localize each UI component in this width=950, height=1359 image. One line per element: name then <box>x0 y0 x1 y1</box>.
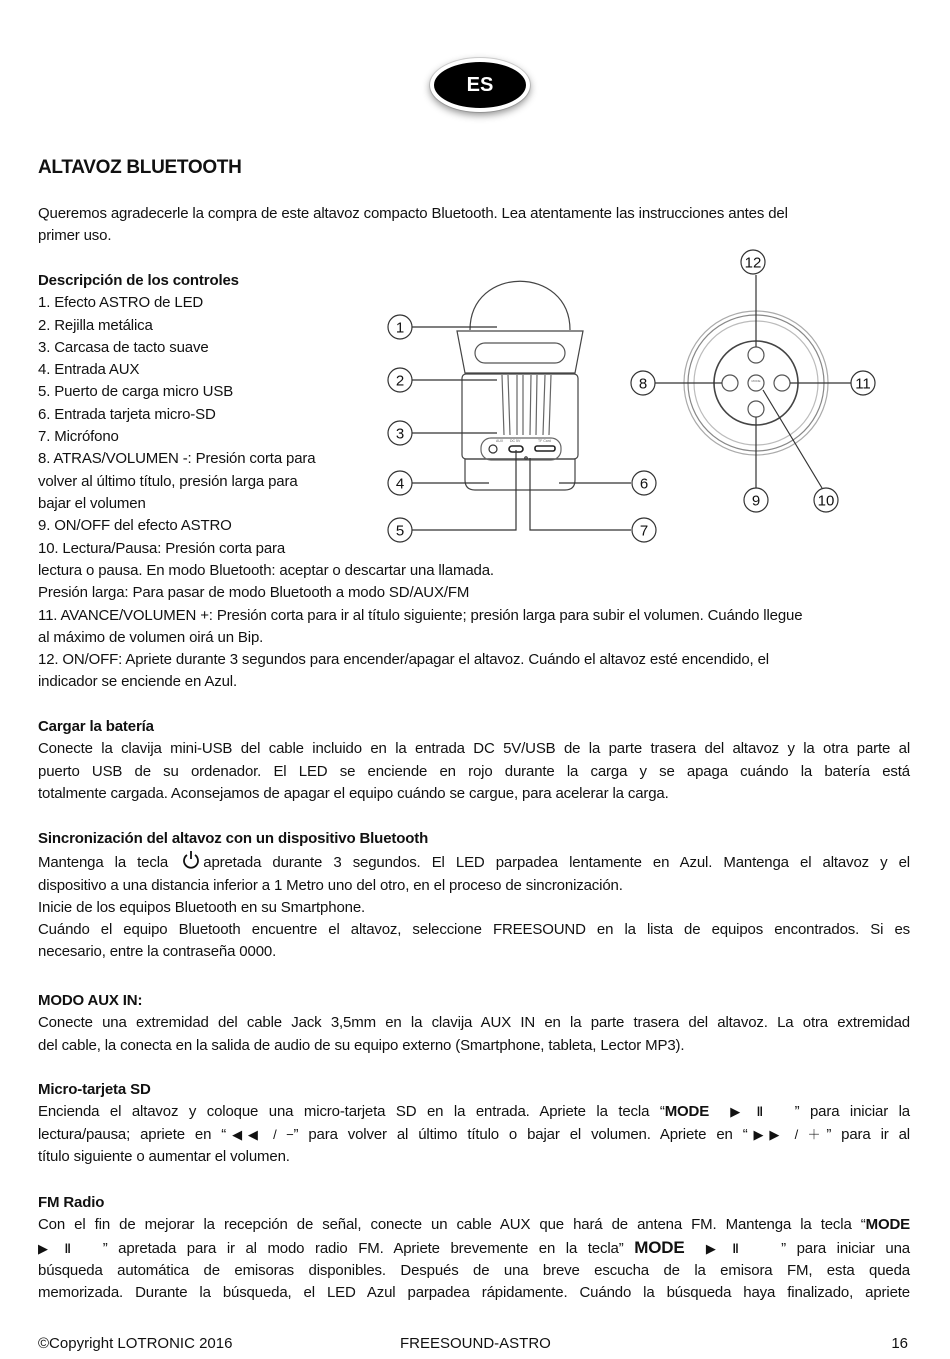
port-label-aux: AUX <box>496 439 504 443</box>
control-item: 5. Puerto de carga micro USB <box>38 383 234 401</box>
callout-3: 3 <box>395 425 405 443</box>
control-item: 1. Efecto ASTRO de LED <box>38 294 204 312</box>
callout-11: 11 <box>855 375 871 393</box>
fm-line: memorizada. Durante la búsqueda, el LED Azul parpadea rápidamente. Cuándo la búsqueda haya finalizado, apriete <box>38 1284 910 1302</box>
sync-text: Mantenga la tecla <box>38 854 169 872</box>
port-label-dc: DC 5V <box>510 439 521 443</box>
fm-line <box>38 1214 910 1236</box>
control-item: lectura o pausa. En modo Bluetooth: aceptar o descartar una llamada. <box>38 562 494 579</box>
sd-text: ” para iniciar la <box>794 1103 910 1121</box>
battery-line: puerto USB de su ordenador. El LED se enciende en rojo durante la carga y se apaga cuándo la batería está <box>38 762 910 780</box>
callout-8: 8 <box>638 375 648 393</box>
control-item: 12. ON/OFF: Apriete durante 3 segundos para encender/apagar el altavoz. Cuándo el altavoz esté encendido, el <box>38 651 769 669</box>
intro-paragraph <box>38 203 910 248</box>
battery-heading: Cargar la batería <box>38 718 154 735</box>
play-pause-icon: ▶ ‖ <box>705 1240 739 1256</box>
control-item: 9. ON/OFF del efecto ASTRO <box>38 517 232 535</box>
next-volume-up-icon: ▶▶ / ＋ <box>747 1126 827 1142</box>
sd-line: título siguiente o aumentar el volumen. <box>38 1147 290 1165</box>
control-item: indicador se enciende en Azul. <box>38 673 237 691</box>
callout-1: 1 <box>395 319 405 337</box>
control-item: 11. AVANCE/VOLUMEN +: Presión corta para ir al título siguiente; presión larga para subir el volumen. Cuándo llegue <box>38 606 803 624</box>
callout-6: 6 <box>639 475 649 493</box>
control-item: 3. Carcasa de tacto suave <box>38 338 209 356</box>
sync-line: necesario, entre la contraseña 0000. <box>38 943 277 961</box>
intro-line: Queremos agradecerle la compra de este altavoz compacto Bluetooth. Lea atentamente las instrucciones antes del <box>38 205 788 222</box>
previous-volume-down-icon: ◀◀ / − <box>226 1126 294 1142</box>
control-item: 10. Lectura/Pausa: Presión corta para <box>38 539 286 557</box>
sd-text: Encienda el altavoz y coloque una micro-tarjeta SD en la entrada. Apriete la tecla “ <box>38 1103 665 1121</box>
play-pause-icon: ▶ ‖ <box>38 1240 71 1256</box>
callout-7: 7 <box>639 522 649 540</box>
speaker-front-illustration <box>457 281 583 490</box>
aux-section <box>38 990 910 1057</box>
language-badge: ES <box>430 58 530 112</box>
controls-heading: Descripción de los controles <box>38 272 239 289</box>
control-item: bajar el volumen <box>38 494 146 512</box>
control-item: 2. Rejilla metálica <box>38 316 153 334</box>
port-label-tf: TF Card <box>538 439 551 443</box>
mode-button-label: MODE <box>751 379 761 383</box>
mode-key-label: MODE <box>865 1216 910 1234</box>
aux-heading: MODO AUX IN: <box>38 992 143 1009</box>
mode-key-label: MODE <box>634 1237 685 1257</box>
sync-section <box>38 828 910 964</box>
sync-line: Inicie de los equipos Bluetooth en su Smartphone. <box>38 898 366 916</box>
callout-5: 5 <box>395 522 405 540</box>
callout-9: 9 <box>751 492 761 510</box>
fm-text: ” para iniciar una <box>781 1239 910 1257</box>
controls-list <box>38 270 315 560</box>
sync-line <box>38 850 910 874</box>
sd-text: lectura/pausa; apriete en “ <box>38 1125 227 1143</box>
callout-2: 2 <box>395 372 405 390</box>
fm-line <box>38 1237 910 1260</box>
callout-10: 10 <box>817 492 835 510</box>
aux-line: del cable, la conecta en la salida de audio de su equipo externo (Smartphone, tableta, Lector MP3). <box>38 1036 685 1054</box>
sync-heading: Sincronización del altavoz con un dispositivo Bluetooth <box>38 830 429 847</box>
sd-text: ” para ir al <box>826 1125 910 1143</box>
fm-section <box>38 1192 910 1304</box>
intro-line: primer uso. <box>38 227 112 245</box>
control-panel-illustration <box>655 275 851 488</box>
sd-line <box>38 1124 910 1146</box>
control-item: 6. Entrada tarjeta micro-SD <box>38 405 216 423</box>
page-number: 16 <box>891 1335 908 1352</box>
footer-copyright: ©Copyright LOTRONIC 2016 <box>38 1335 233 1352</box>
sd-line <box>38 1101 910 1123</box>
control-item: 8. ATRAS/VOLUMEN -: Presión corta para <box>38 450 316 468</box>
sd-heading: Micro-tarjeta SD <box>38 1081 151 1098</box>
battery-line: Conecte la clavija mini-USB del cable incluido en la entrada DC 5V/USB de la parte trasera del altavoz y la otra parte al <box>38 740 910 758</box>
callout-4: 4 <box>395 475 405 493</box>
callout-12: 12 <box>744 254 762 272</box>
control-item: 4. Entrada AUX <box>38 361 140 379</box>
control-item: Presión larga: Para pasar de modo Bluetooth a modo SD/AUX/FM <box>38 584 470 602</box>
sd-section <box>38 1079 910 1168</box>
power-icon <box>181 850 201 870</box>
callout-markers <box>388 250 875 542</box>
fm-text: Con el fin de mejorar la recepción de señal, conecte un cable AUX que hará de antena FM. Mantenga la tecla “ <box>38 1216 866 1234</box>
callouts-left <box>412 327 631 530</box>
control-item: 7. Micrófono <box>38 428 119 446</box>
page-title: ALTAVOZ BLUETOOTH <box>38 157 242 178</box>
sd-text: ” para volver al último título o bajar el volumen. Apriete en “ <box>293 1125 748 1143</box>
control-item: al máximo de volumen oirá un Bip. <box>38 628 264 646</box>
speaker-diagram <box>375 245 895 550</box>
mode-key-label: MODE <box>664 1103 710 1121</box>
battery-line: totalmente cargada. Aconsejamos de apagar el equipo cuándo se cargue, para acelerar la carga. <box>38 784 669 802</box>
battery-section <box>38 716 910 805</box>
play-pause-icon: ▶ ‖ <box>730 1104 763 1120</box>
fm-text: ” apretada para ir al modo radio FM. Apriete brevemente en la tecla” <box>102 1239 624 1257</box>
controls-continued <box>38 560 910 694</box>
sync-text: apretada durante 3 segundos. El LED parpadea lentamente en Azul. Mantenga el altavoz y el <box>203 854 910 872</box>
fm-line: búsqueda automática de emisoras disponibles. Después de una breve escucha de la emisora FM, esta queda <box>38 1261 910 1279</box>
control-item: volver al último título, presión larga para <box>38 472 298 490</box>
sync-line: dispositivo a una distancia inferior a 1 Metro uno del otro, en el proceso de sincronización. <box>38 876 623 894</box>
aux-line: Conecte una extremidad del cable Jack 3,5mm en la clavija AUX IN en la parte trasera del altavoz. La otra extremidad <box>38 1014 910 1032</box>
sync-line: Cuándo el equipo Bluetooth encuentre el altavoz, seleccione FREESOUND en la lista de equipos encontrados. Si es <box>38 921 910 939</box>
footer-model: FREESOUND-ASTRO <box>400 1335 551 1352</box>
fm-heading: FM Radio <box>38 1194 105 1211</box>
